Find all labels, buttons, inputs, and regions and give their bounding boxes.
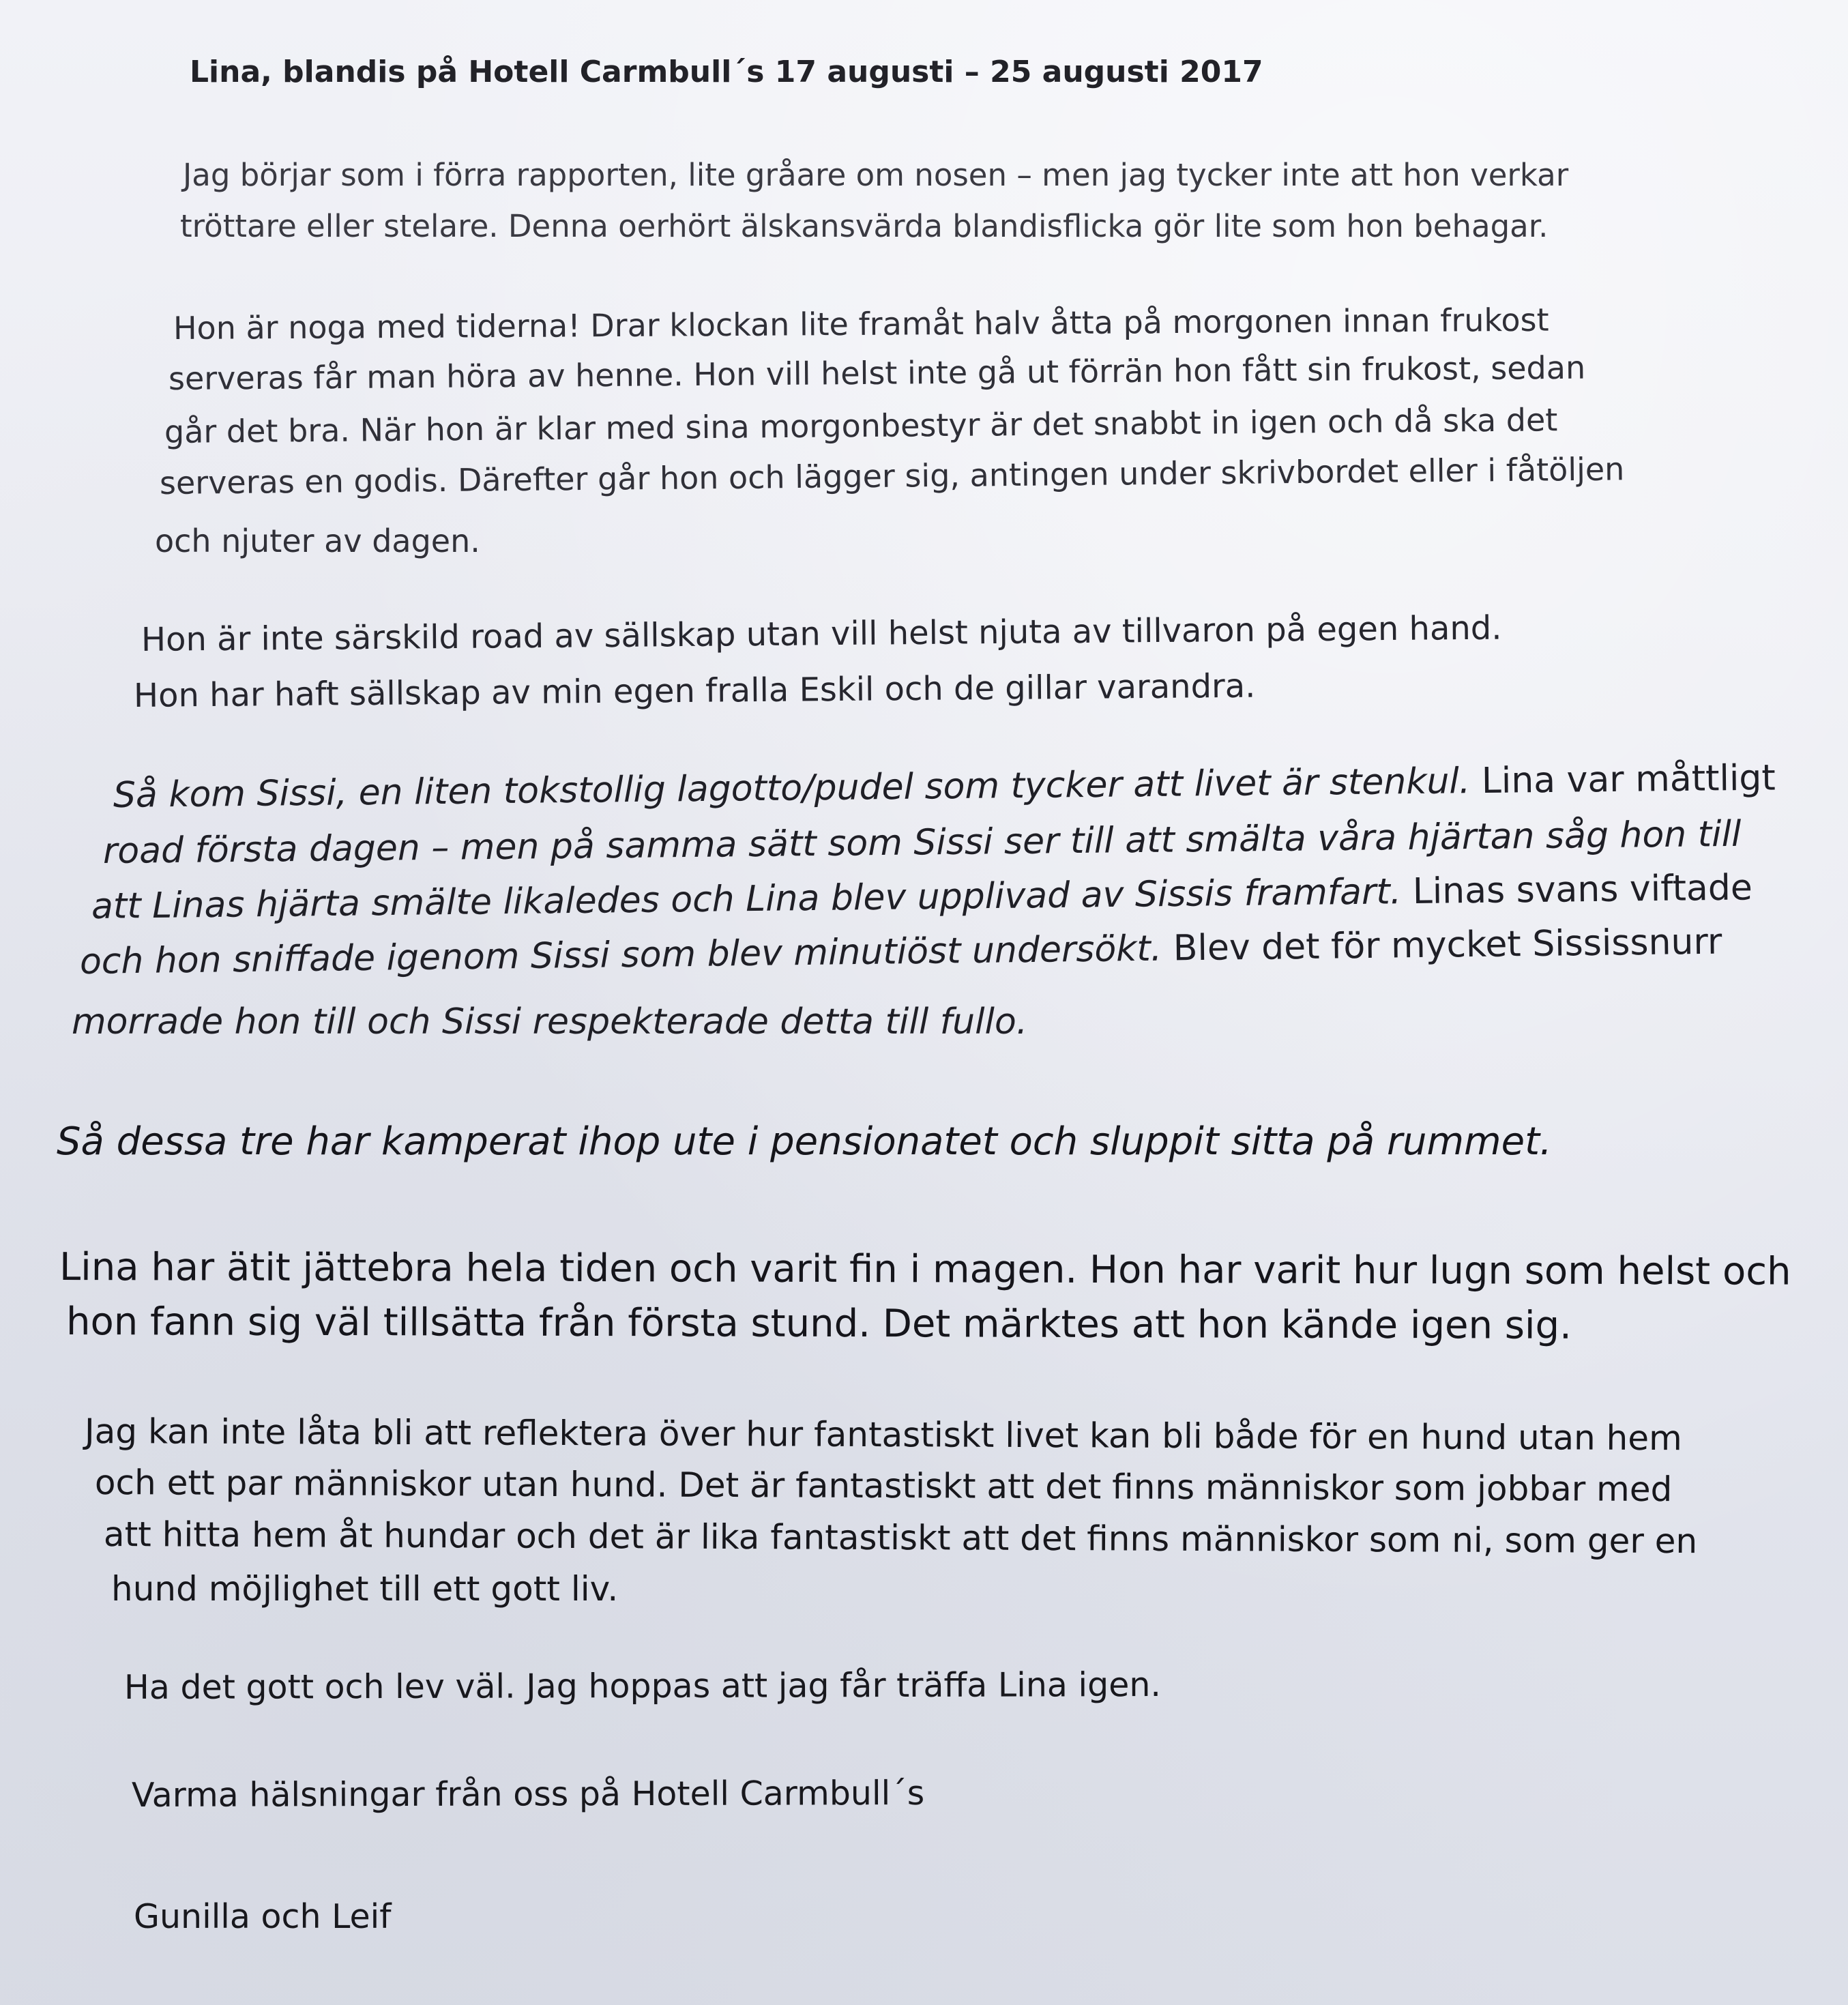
- paragraph-4-line-4-italic: och hon sniffade igenom Sissi som blev minutiöst undersökt.: [79, 928, 1162, 982]
- paragraph-5-line-1: [57, 1119, 1552, 1164]
- paragraph-4-line-5: [72, 1001, 1028, 1042]
- paragraph-4-line-1-italic: Så kom Sissi, en liten tokstollig lagotto/pudel som tycker att livet är stenkul.: [113, 761, 1471, 816]
- paragraph-4-line-3-italic: att Linas hjärta smälte likaledes och Lina blev upplivad av Sissis framfart.: [91, 871, 1402, 927]
- paragraph-8-line-1: Ha det gott och lev väl. Jag hoppas att jag får träffa Lina igen.: [123, 1665, 1162, 1707]
- paragraph-5-line-1-italic: Så dessa tre har kamperat ihop ute i pensionatet och sluppit sitta på rummet.: [57, 1119, 1552, 1164]
- paragraph-7-line-4: hund möjlighet till ett gott liv.: [111, 1569, 619, 1609]
- paragraph-2-line-1: Hon är noga med tiderna! Drar klockan lite framåt halv åtta på morgonen innan frukost: [173, 301, 1549, 347]
- signature: Gunilla och Leif: [134, 1897, 392, 1936]
- paragraph-2-line-3: går det bra. När hon är klar med sina morgonbestyr är det snabbt in igen och då ska det: [164, 401, 1558, 450]
- paragraph-2-line-4: serveras en godis. Därefter går hon och lägger sig, antingen under skrivbordet eller i fåtöljen: [159, 450, 1625, 501]
- paragraph-2-line-5: och njuter av dagen.: [155, 523, 480, 559]
- paragraph-4-line-4-normal: Blev det för mycket Sississnurr: [1161, 921, 1722, 969]
- paragraph-4-line-2: [102, 813, 1742, 872]
- paragraph-7-line-3: att hitta hem åt hundar och det är lika fantastiskt att det finns människor som ni, som ger en: [103, 1514, 1698, 1562]
- paragraph-4-line-4: [79, 921, 1722, 982]
- paragraph-1-line-1: Jag börjar som i förra rapporten, lite gråare om nosen – men jag tycker inte att hon verkar: [183, 157, 1569, 193]
- paragraph-4-line-1: [113, 757, 1776, 816]
- paragraph-4-line-3: [91, 867, 1753, 927]
- paragraph-6-line-2: hon fann sig väl tillsätta från första stund. Det märktes att hon kände igen sig.: [65, 1300, 1572, 1348]
- letter-title: Lina, blandis på Hotell Carmbull´s 17 augusti – 25 augusti 2017: [190, 55, 1263, 89]
- closing-greeting: Varma hälsningar från oss på Hotell Carmbull´s: [131, 1773, 925, 1815]
- paragraph-7-line-2: och ett par människor utan hund. Det är fantastiskt att det finns människor som jobbar med: [94, 1463, 1673, 1510]
- paragraph-1-line-2: tröttare eller stelare. Denna oerhört älskansvärda blandisflicka gör lite som hon behagar.: [180, 208, 1549, 244]
- paragraph-2-line-2: serveras får man höra av henne. Hon vill helst inte gå ut förrän hon fått sin frukost, sedan: [168, 349, 1586, 397]
- paragraph-3-line-1: Hon är inte särskild road av sällskap utan vill helst njuta av tillvaron på egen hand.: [141, 609, 1502, 659]
- paragraph-4-line-5-italic: morrade hon till och Sissi respekterade detta till fullo.: [72, 1001, 1028, 1042]
- paragraph-4-line-3-normal: Linas svans viftade: [1400, 867, 1753, 913]
- paragraph-4-line-2-italic: road första dagen – men på samma sätt som Sissi ser till att smälta våra hjärtan såg hon till: [102, 813, 1742, 872]
- paragraph-3-line-2: Hon har haft sällskap av min egen fralla Eskil och de gillar varandra.: [133, 667, 1256, 715]
- paragraph-7-line-1: Jag kan inte låta bli att reflektera över hur fantastiskt livet kan bli både för en hund utan hem: [84, 1411, 1682, 1459]
- paragraph-4-line-1-normal: Lina var måttligt: [1470, 757, 1776, 802]
- paragraph-6-line-1: Lina har ätit jättebra hela tiden och varit fin i magen. Hon har varit hur lugn som helst och: [59, 1245, 1791, 1294]
